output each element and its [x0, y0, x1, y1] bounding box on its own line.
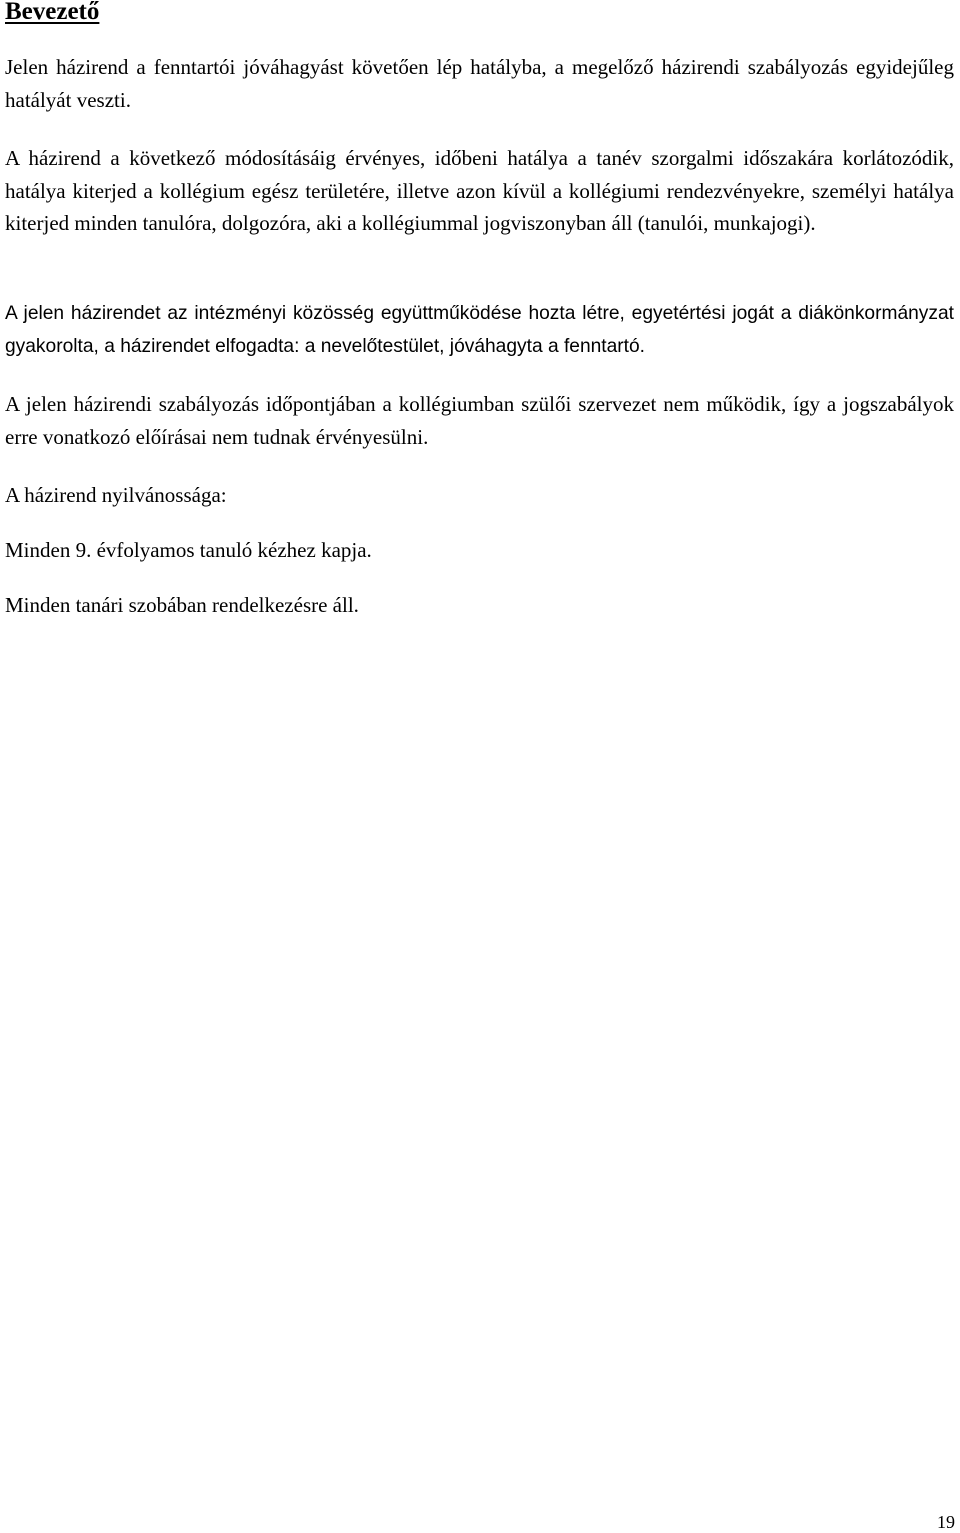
section-heading: Bevezető	[5, 0, 100, 25]
paragraph-parents: A jelen házirendi szabályozás időpontjában a kollégiumban szülői szervezet nem működik, így a jogszabályok erre vonatkozó előírásai nem tudnak érvényesülni.	[5, 392, 954, 449]
paragraph-creation: A jelen házirendet az intézményi közösség együttműködése hozta létre, egyetértési jogát a diákönkormányzat gyakorolta, a házirendet elfogadta: a nevelőtestület, jóváhagyta a fenntartó.	[5, 303, 954, 357]
publicity-item: Minden tanári szobában rendelkezésre áll.	[5, 593, 359, 617]
publicity-title: A házirend nyilvánossága:	[5, 483, 227, 507]
page-number: 19	[937, 1512, 955, 1532]
paragraph-intro: Jelen házirend a fenntartói jóváhagyást követően lép hatályba, a megelőző házirendi szabályozás egyidejűleg hatályát veszti.	[5, 55, 954, 112]
paragraph-scope: A házirend a következő módosításáig érvényes, időbeni hatálya a tanév szorgalmi időszakára korlátozódik, hatálya kiterjed a kollégium egész területére, illetve azon kívül a kollégiumi rendezvényekre, személyi hatálya kiterjed minden tanulóra, dolgozóra, aki a kollégiummal jogviszonyban áll (tanulói, munkajogi).	[5, 146, 954, 235]
publicity-item: Minden 9. évfolyamos tanuló kézhez kapja.	[5, 538, 372, 562]
